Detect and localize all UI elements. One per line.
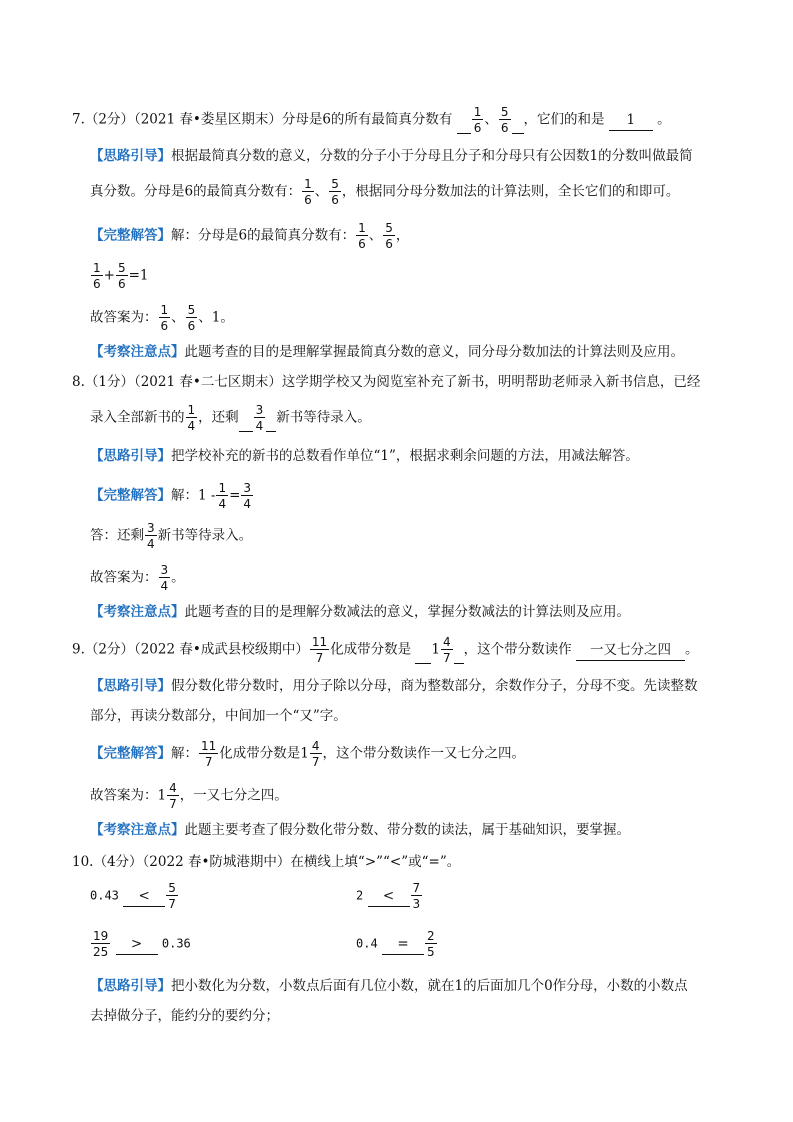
q10-stem: [72, 852, 753, 872]
q10-c2-right-fraction: $\frac{7}{3}$: [412, 881, 421, 911]
q7-guide-text-1: 根据最简真分数的意义，分数的分子小于分母且分子和分母只有公因数1的分数叫做最简: [171, 148, 693, 164]
q9-answer-reading: 一又七分之四: [576, 640, 685, 661]
q10-guide-line-2: [90, 1006, 753, 1026]
q8-final-end: 。: [171, 569, 185, 586]
q9-stem-text-c: ，这个带分数读作: [463, 641, 572, 658]
q7-sol-fraction-2: $\frac{5}{6}$: [385, 221, 393, 251]
q10-c4-sign: =: [382, 934, 424, 955]
q9-final-answer: [90, 782, 753, 810]
q8-guide-text: 把学校补充的新书的总数看作单位“1”，根据求剩余问题的方法，用减法解答。: [171, 448, 639, 464]
q9-sol-text-a: 解：: [171, 745, 198, 762]
q7-final-fraction-1: $\frac{1}{6}$: [160, 303, 169, 333]
q8-stem-line-2: [90, 404, 753, 432]
q7-solution-line: [90, 222, 753, 250]
q10-guide-line-1: [90, 976, 753, 996]
q9-sol-fraction: $\frac{11}{7}$: [201, 739, 217, 769]
q7-final-fraction-2: $\frac{5}{6}$: [187, 303, 196, 333]
q7-stem-end: 。: [657, 111, 671, 128]
q8-sol-fraction-1: $\frac{1}{4}$: [218, 481, 227, 511]
q9-stem-end: 。: [684, 641, 699, 658]
q10-guide-text-2: 去掉做分子，能约分的要约分；: [90, 1008, 279, 1024]
q8-reply-text-b: 新书等待录入。: [157, 527, 253, 544]
guide-tag: 【思路引导】: [90, 978, 171, 994]
q10-c1-sign: <: [123, 886, 165, 907]
q8-note: [90, 602, 753, 622]
q10-c1-right-fraction: $\frac{5}{7}$: [168, 881, 176, 911]
q7-guide-text-2a: 真分数。分母是6的最简真分数有：: [90, 183, 302, 200]
q8-blank-lead: [239, 431, 253, 432]
q7-calc-fraction-2: $\frac{5}{6}$: [117, 261, 126, 291]
q7-final-end: 、1。: [198, 309, 234, 326]
q8-final-text: 故答案为：: [90, 569, 158, 586]
q9-final-end: ，一又七分之四。: [179, 787, 288, 804]
q8-sol-eq: =: [229, 487, 241, 504]
q9-stem-fraction: $\frac{11}{7}$: [311, 635, 328, 665]
q8-reply-fraction: $\frac{3}{4}$: [147, 521, 155, 551]
q9-guide-text-1: 假分数化带分数时，用分子除以分母，商为整数部分，余数作分子，分母不变。先读整数: [171, 678, 698, 694]
guide-tag: 【思路引导】: [90, 678, 171, 694]
q9-guide-line-1: [90, 676, 753, 696]
q7-calculation: [90, 262, 753, 290]
q7-stem: [72, 106, 753, 134]
q8-reply: [90, 522, 753, 550]
q9-final-fraction: $\frac{4}{7}$: [169, 781, 177, 811]
note-tag: 【考察注意点】: [90, 604, 185, 620]
guide-tag: 【思路引导】: [90, 148, 171, 164]
q7-note: [90, 342, 753, 362]
q8-sol-fraction-2: $\frac{3}{4}$: [243, 481, 252, 511]
q7-final-answer: [90, 304, 753, 332]
q8-reply-text-a: 答：还剩: [90, 527, 144, 544]
q7-blank-lead: [457, 133, 471, 134]
q9-answer-fraction: $\frac{4}{7}$: [443, 635, 451, 665]
q7-sum-answer: 1: [609, 110, 653, 131]
q10-c2-sign: <: [368, 886, 410, 907]
solution-tag: 【完整解答】: [90, 487, 171, 504]
q7-stem-text: 7.（2分）（2021 春•娄星区期末）分母是6的所有最简真分数有: [72, 111, 453, 128]
q7-calc-result: =1: [128, 267, 149, 284]
guide-tag: 【思路引导】: [90, 448, 171, 464]
q8-stem-text-2a: 录入全部新书的: [90, 409, 185, 426]
q9-sol-whole: 1: [300, 745, 309, 762]
q9-blank-lead: [415, 663, 431, 664]
q7-answer-fraction-2: $\frac{5}{6}$: [500, 105, 509, 135]
q10-c1-left: 0.43: [90, 888, 119, 903]
q8-sol-text: 解：1 -: [171, 487, 216, 504]
q9-sol-text-c: ，这个带分数读作一又七分之四。: [322, 745, 526, 762]
q10-c4-left: 0.4: [356, 936, 378, 951]
q9-solution: [90, 740, 753, 768]
q9-note-text: 此题主要考查了假分数化带分数、带分数的读法，属于基础知识，要掌握。: [184, 822, 630, 838]
q8-final-answer: [90, 564, 753, 592]
q10-guide-text-1: 把小数化为分数，小数点后面有几位小数，就在1的后面加几个0作分母，小数的小数点: [171, 978, 688, 994]
note-tag: 【考察注意点】: [90, 344, 185, 360]
q7-guide-text-2b: ，根据同分母分数加法的计算法则，全长它们的和即可。: [341, 183, 680, 200]
q10-c4-right-fraction: $\frac{2}{5}$: [426, 929, 435, 959]
q7-sol-fraction-1: $\frac{1}{6}$: [358, 221, 366, 251]
q9-guide-line-2: [90, 706, 753, 726]
q10-c2-left: 2: [356, 888, 364, 903]
q9-final-text: 故答案为：1: [90, 787, 167, 804]
q7-ans-sep: 、: [484, 111, 498, 128]
q7-guide-sep: 、: [314, 183, 329, 200]
solution-tag: 【完整解答】: [90, 745, 171, 762]
q8-stem-fraction: $\frac{1}{4}$: [187, 403, 196, 433]
q9-stem-text-b: 化成带分数是: [330, 641, 412, 658]
q8-stem-text-1: 8.（1分）（2021 春•二七区期末）这学期学校又为阅览室补充了新书，明明帮助老师录入新书信息，已经: [72, 374, 701, 390]
q8-solution: [90, 482, 753, 510]
q8-answer-fraction: $\frac{3}{4}$: [255, 403, 264, 433]
note-tag: 【考察注意点】: [90, 822, 185, 838]
q7-guide-fraction-1: $\frac{1}{6}$: [304, 177, 312, 207]
q7-calc-plus: +: [103, 267, 115, 284]
solution-tag: 【完整解答】: [90, 227, 171, 244]
q8-stem-text-2c: 新书等待录入。: [276, 409, 371, 426]
q10-c3-left-fraction: $\frac{19}{25}$: [93, 929, 109, 959]
q8-note-text: 此题考查的目的是理解分数减法的意义，掌握分数减法的计算法则及应用。: [184, 604, 630, 620]
q7-sol-text: 解：分母是6的最简真分数有：: [171, 227, 356, 244]
q7-final-text: 故答案为：: [90, 309, 158, 326]
q7-stem-text-b: ，它们的和是: [523, 111, 605, 128]
q8-final-fraction: $\frac{3}{4}$: [160, 563, 169, 593]
q7-guide-line-2: [90, 178, 753, 206]
q8-stem-line-1: [72, 372, 753, 392]
q7-calc-fraction-1: $\frac{1}{6}$: [93, 261, 101, 291]
q7-sol-sep: 、: [368, 227, 383, 244]
q10-c3-sign: >: [116, 934, 158, 955]
q10-compare-4: [356, 930, 753, 958]
q9-sol-text-b: 化成带分数是: [219, 745, 301, 762]
q10-c3-right: 0.36: [161, 936, 191, 951]
q7-note-text: 此题考查的目的是理解掌握最简真分数的意义，同分母分数加法的计算法则及应用。: [184, 344, 684, 360]
q9-blank-tail: [454, 663, 464, 664]
q8-guide: [90, 446, 753, 466]
q7-guide-line-1: [90, 146, 753, 166]
q9-answer-whole: 1: [431, 641, 441, 658]
q7-final-sep: 、: [171, 309, 185, 326]
q7-guide-fraction-2: $\frac{5}{6}$: [331, 177, 339, 207]
q7-blank-tail: [512, 133, 524, 134]
q7-sol-end: ，: [395, 227, 410, 244]
q10-compare-2: [356, 882, 753, 910]
q9-stem-text-a: 9.（2分）（2022 春•成武县校级期中）: [72, 641, 309, 658]
q9-stem: [72, 636, 753, 664]
q9-note: [90, 820, 753, 840]
q7-answer-fraction-1: $\frac{1}{6}$: [473, 105, 482, 135]
q10-stem-text: 10.（4分）（2022 春•防城港期中）在横线上填“>”“<”或“=”。: [72, 854, 461, 870]
q9-guide-text-2: 部分，再读分数部分，中间加一个“又”字。: [90, 708, 347, 724]
q8-stem-text-2b: ，还剩: [198, 409, 239, 426]
q8-blank-tail: [266, 431, 276, 432]
q9-sol-fraction-2: $\frac{4}{7}$: [311, 739, 320, 769]
